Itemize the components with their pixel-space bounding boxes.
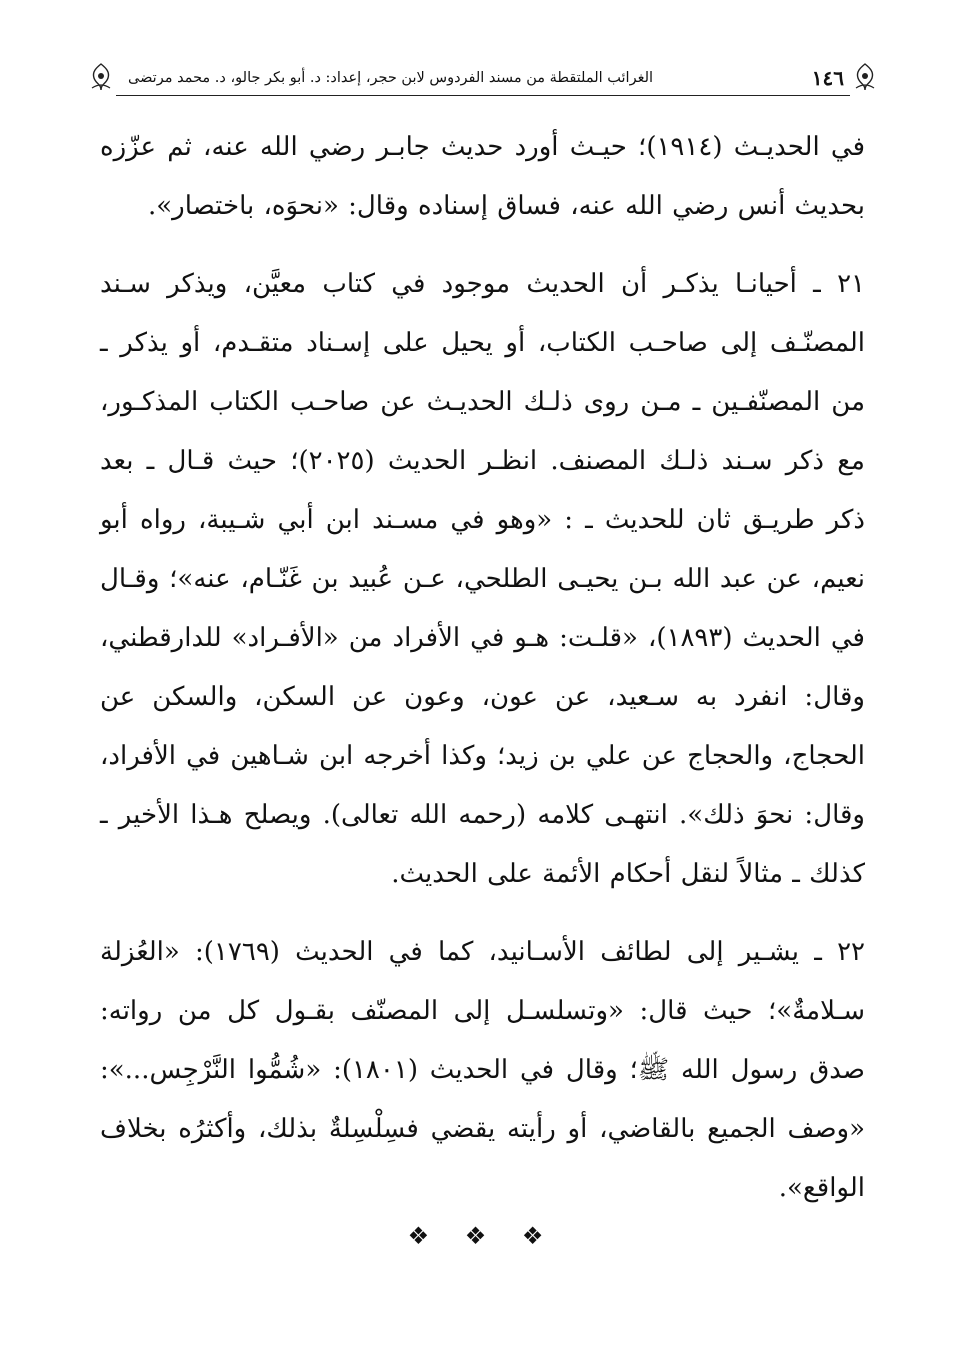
- page-header: [92, 58, 874, 98]
- paragraph: ٢٢ ـ يشـير إلى لطائف الأسـانيد، كما في الحديث (١٧٦٩): «العُزلة سـلامةٌ»؛ حيث قال: «وتسلسـل إلى المصنّف بقـول كل من رواته: صدق رسول الله ﷺ؛ وقال في الحديث (١٨٠١): «شُمُّوا النَّرْجِس...»: «وصف الجميع بالقاضي، أو رأيته يقضي فسِلْسِلةٌ بذلك، وأكثرُه بخلاف الواقع».: [100, 937, 865, 1203]
- body-text: [100, 118, 865, 1218]
- running-title: الغرائب الملتقطة من مسند الفردوس لابن حجر، إعداد: د. أبو بكر جالو، د. محمد مرتضى: [128, 70, 654, 86]
- paragraph: في الحديـث (١٩١٤)؛ حيـث أورد حديث جابـر رضي الله عنه، ثم عزّزه بحديث أنس رضي الله عنه، فساق إسناده وقال: «نحوَه، باختصار».: [100, 132, 866, 221]
- section-divider: ❖ ❖ ❖: [407, 1222, 558, 1250]
- paragraph: ٢١ ـ أحيانـا يذكـر أن الحديث موجود في كتاب معيَّن، ويذكر سـند المصنّـف إلى صاحـب الكتاب، أو يحيل على إسـناد متقـدم، أو يذكر ـ من المصنّفـين ـ مـن روى ذلـك الحديـث عن صاحـب الكتاب المذكـور، مع ذكر سـند ذلـك المصنف. انظـر الحديث (٢٠٢٥)؛ حيث قـال ـ بعد ذكر طريـق ثان للحديث ـ : «وهو في مسـند ابن أبي شـيبة، رواه أبو نعيم، عن عبد الله بـن يحيـى الطلحي، عـن عُبيد بن غَنّـام، عنه»؛ وقـال في الحديث (١٨٩٣)، «قلـت: هـو في الأفراد من «الأفـراد» للدارقطني، وقال: انفرد به سـعيد، عن عون، وعون عن السكن، والسكن عن الحجاج، والحجاج عن علي بن زيد؛ وكذا أخرجه ابن شـاهين في الأفراد، وقال: نحوَ ذلك». انتهـى كلامه (رحمه الله تعالى). ويصلح هـذا الأخير ـ كذلك ـ مثالاً لنقل أحكام الأئمة على الحديث.: [100, 269, 865, 889]
- header-rule: [116, 95, 850, 96]
- page-number: ١٤٦: [811, 66, 844, 90]
- floral-ornament-icon: [88, 62, 114, 92]
- floral-ornament-icon: [852, 62, 878, 92]
